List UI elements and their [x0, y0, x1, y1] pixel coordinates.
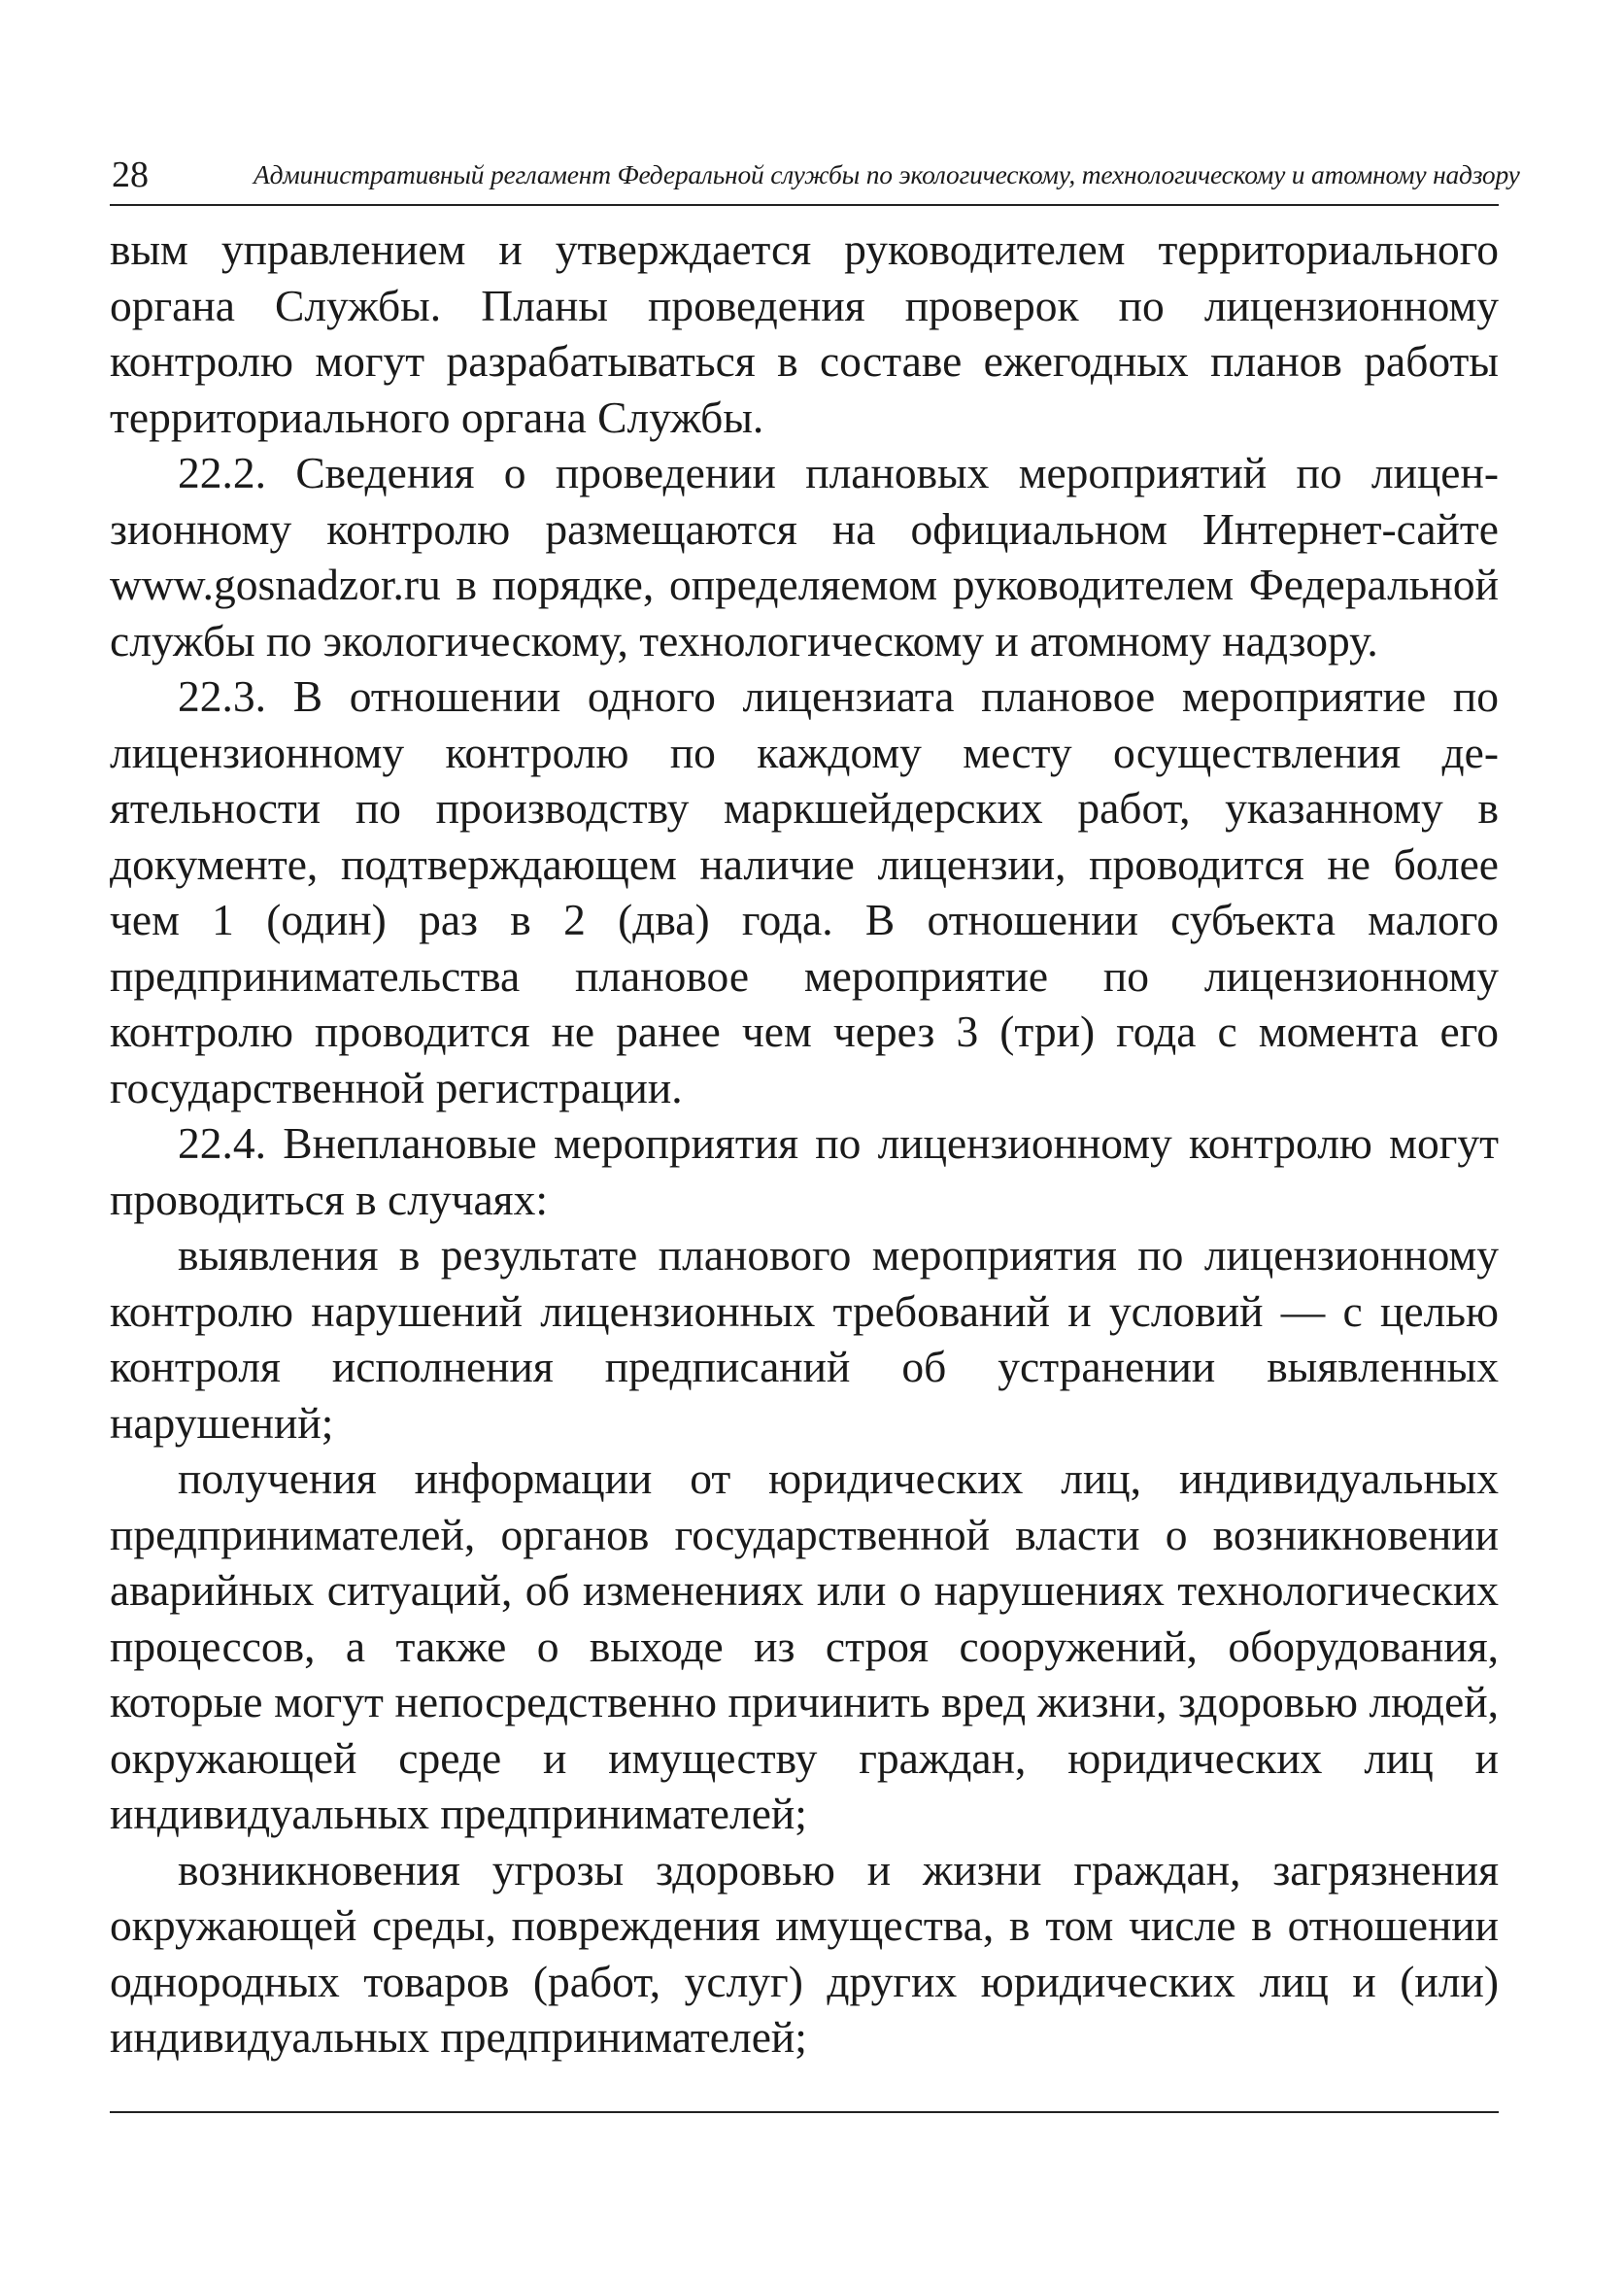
paragraph-continuation: вым управлением и утверждается руководителем территориального органа Службы. Планы проведения проверок по лицензионному контролю могут разрабатываться в составе ежегодных планов работы территориального органа Службы. — [110, 224, 1499, 442]
list-item-violations: выявления в результате планового мероприятия по лицензионному контролю нарушений лицензионных требований и условий — с целью контроля исполнения предписаний об устранении выявленных нарушений; — [110, 1230, 1499, 1448]
paragraph-22-3: 22.3. В отношении одного лицензиата плановое мероприятие по лицензионному контролю по каждому месту осуществления деятельности по производству маркшейдерских работ, указанному в документе, подтверждающем наличие лицензии, проводится не более чем 1 (один) раз в 2 (два) года. В отношении субъекта малого предпринимательства плановое мероприятие по лицензионному контролю проводится не ранее чем через 3 (три) года с момента его государственной регистрации. — [110, 671, 1499, 1112]
page-number: 28 — [112, 154, 149, 195]
running-header — [110, 146, 1520, 206]
list-item-information: получения информации от юридических лиц, индивидуальных предпринимателей, органов государственной власти о возникновении аварийных ситуаций, об изменениях или о нарушениях технологических процессов, а также о выходе из строя сооружений, оборудования, которые могут непосредственно причинить вред жизни, здоровью людей, окружающей среде и имуществу граждан, юридических лиц и индивидуальных предпринимателей; — [110, 1453, 1499, 1838]
list-item-threat: возникновения угрозы здоровью и жизни граждан, загрязнения окружающей среды, повреждения имущества, в том числе в отношении однородных товаров (работ, услуг) других юридических лиц и (или) индивидуальных предпринимателей; — [110, 1844, 1499, 2062]
paragraph-22-4: 22.4. Внеплановые мероприятия по лицензионному контролю могут проводиться в случаях: — [110, 1118, 1499, 1224]
body-text — [110, 222, 1499, 2066]
running-header-title: Административный регламент Федеральной службы по экологическому, технологическому и атомному надзору — [254, 159, 1520, 189]
paragraph-22-2: 22.2. Сведения о проведении плановых мероприятий по лицензионному контролю размещаются на официальном Интернет-сайте www.gosnadzor.ru в порядке, определяемом руководителем Федеральной службы по экологическому, технологическому и атомному надзору. — [110, 448, 1499, 666]
footer-rule — [110, 2111, 1499, 2113]
book-page — [110, 146, 1520, 2167]
